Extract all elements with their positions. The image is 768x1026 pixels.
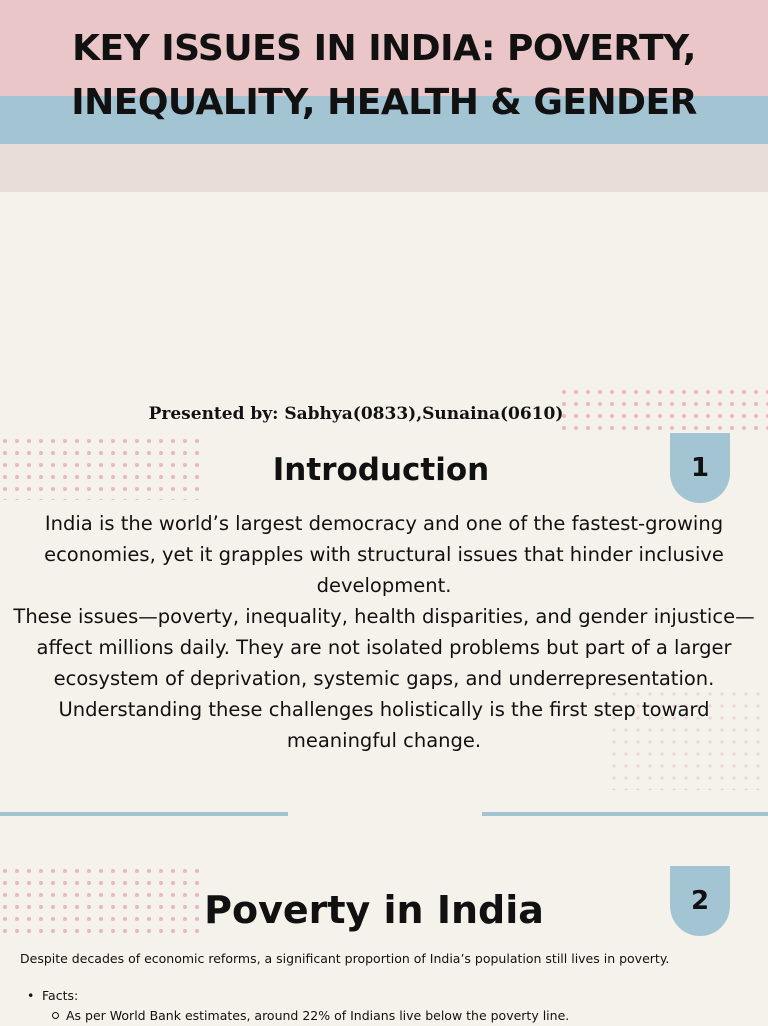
section-heading-introduction: Introduction xyxy=(272,452,490,488)
header-band-beige xyxy=(0,144,768,192)
intro-paragraph: Understanding these challenges holistically is the first step toward meaningful change. xyxy=(58,698,710,752)
title-line-1: KEY ISSUES IN INDIA: POVERTY, xyxy=(72,28,696,69)
list-item xyxy=(42,1006,750,1026)
list-item xyxy=(20,986,750,1026)
slide-number-badge: 2 xyxy=(670,866,730,936)
title-line-2: INEQUALITY, HEALTH & GENDER xyxy=(71,82,697,123)
poverty-intro-text: Despite decades of economic reforms, a significant proportion of India’s population still lives in poverty. xyxy=(20,951,670,966)
section-divider-left xyxy=(0,812,288,816)
page-title xyxy=(0,22,768,130)
presenter-credit: Presented by: Sabhya(0833),Sunaina(0610) xyxy=(148,404,564,424)
slide-number-badge: 1 xyxy=(670,433,730,503)
facts-label: Facts: xyxy=(42,988,79,1003)
intro-paragraph: These issues—poverty, inequality, health disparities, and gender injustice—affect millions daily. They are not isolated problems but part of a larger ecosystem of deprivation, systemic gaps, and underrepresentation. xyxy=(13,605,755,690)
introduction-body xyxy=(12,508,756,756)
intro-paragraph: India is the world’s largest democracy and one of the fastest-growing economies, yet it grapples with structural issues that hinder inclusive development. xyxy=(44,512,724,597)
facts-list xyxy=(20,986,750,1026)
fact-text: As per World Bank estimates, around 22% of Indians live below the poverty line. xyxy=(66,1008,570,1023)
section-heading-poverty: Poverty in India xyxy=(204,888,544,932)
section-divider-right xyxy=(482,812,768,816)
